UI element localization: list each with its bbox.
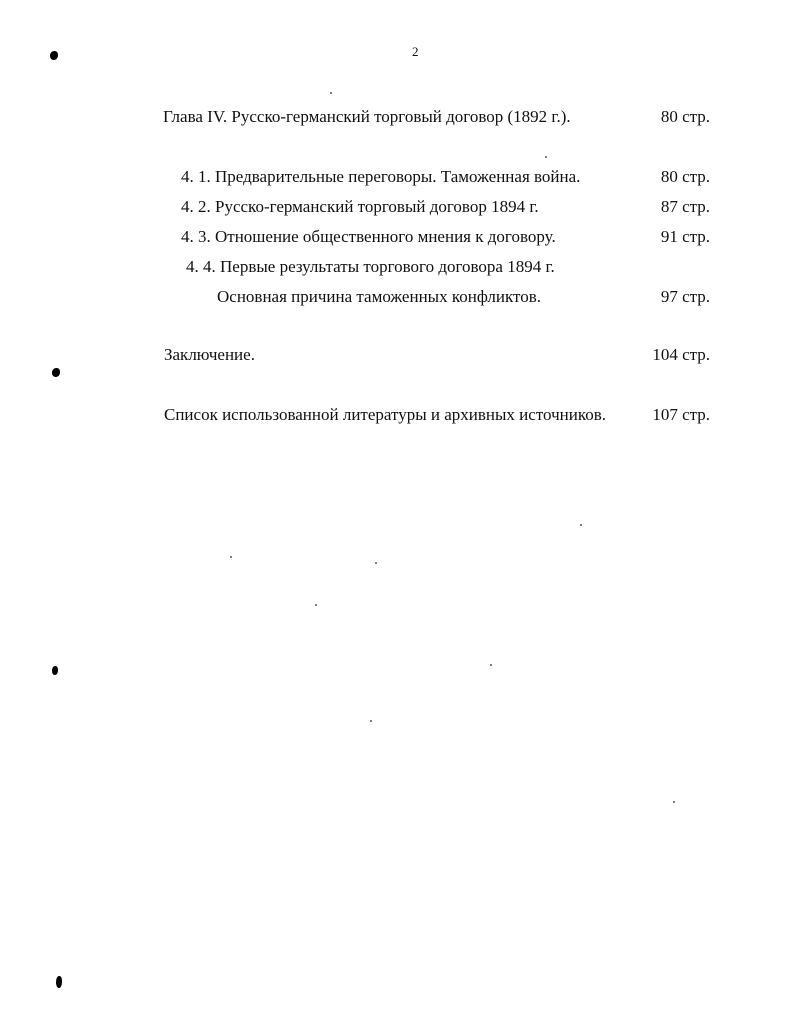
scan-speck — [370, 720, 372, 722]
toc-chapter-title: Глава IV. Русско-германский торговый договор (1892 г.). — [163, 107, 571, 126]
scan-speck — [580, 524, 582, 526]
punch-hole-mark — [52, 368, 60, 377]
toc-section-page: 91 стр. — [660, 227, 710, 246]
toc-bibliography-page: 107 стр. — [652, 405, 710, 424]
page-number: 2 — [412, 44, 419, 59]
punch-hole-mark — [50, 51, 58, 60]
toc-bibliography-title: Список использованной литературы и архивных источников. — [164, 405, 606, 424]
toc-conclusion-title: Заключение. — [164, 345, 255, 364]
scan-speck — [375, 562, 377, 564]
scan-speck — [230, 556, 232, 558]
scan-speck — [330, 92, 332, 94]
toc-section-page: 80 стр. — [660, 167, 710, 186]
scan-speck — [490, 664, 492, 666]
toc-section-title: 4. 4. Первые результаты торгового договора 1894 г. — [186, 257, 555, 276]
toc-section-page: 87 стр. — [660, 197, 710, 216]
scan-speck — [315, 604, 317, 606]
toc-section-title: 4. 1. Предварительные переговоры. Таможенная война. — [181, 167, 581, 186]
toc-section-page: 97 стр. — [660, 287, 710, 306]
toc-section-title: 4. 3. Отношение общественного мнения к договору. — [181, 227, 556, 246]
toc-section-title: 4. 2. Русско-германский торговый договор 1894 г. — [181, 197, 539, 216]
punch-hole-mark — [52, 666, 58, 675]
scan-speck — [545, 156, 547, 158]
punch-hole-mark — [56, 976, 62, 988]
toc-chapter-page: 80 стр. — [660, 107, 710, 126]
scan-speck — [673, 801, 675, 803]
toc-conclusion-page: 104 стр. — [652, 345, 710, 364]
toc-section-continuation: Основная причина таможенных конфликтов. — [217, 287, 542, 306]
